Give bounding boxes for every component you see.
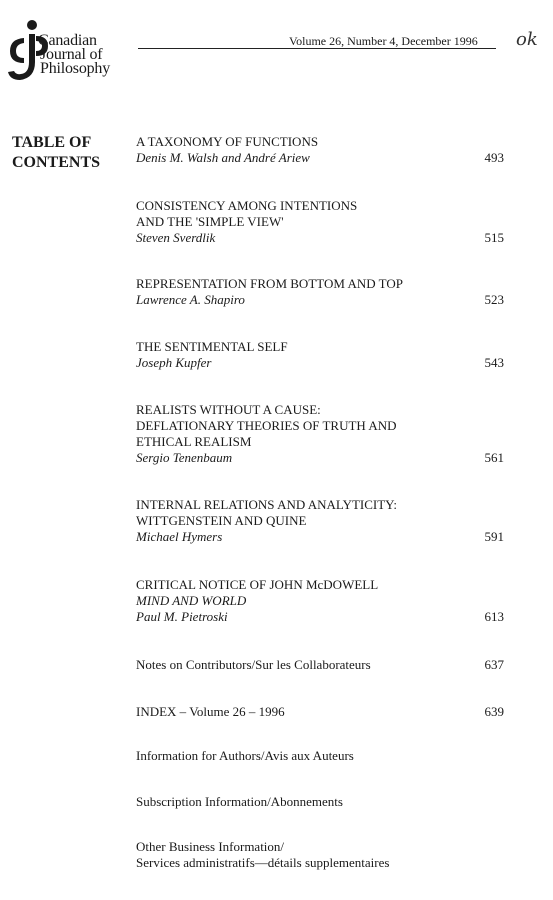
svg-text:ok: ok bbox=[516, 29, 538, 50]
entry-title: ETHICAL REALISM bbox=[136, 434, 252, 449]
journal-name bbox=[38, 34, 110, 76]
entry-author: Joseph Kupfer bbox=[136, 355, 212, 370]
entry-title: THE SENTIMENTAL SELF bbox=[136, 339, 288, 354]
toc-entry[interactable] bbox=[136, 198, 516, 246]
toc-heading-line: TABLE OF bbox=[12, 134, 92, 151]
entry-page: 591 bbox=[484, 529, 504, 544]
entry-page: 637 bbox=[484, 657, 504, 672]
entry-page: 493 bbox=[484, 150, 504, 165]
toc-entry[interactable] bbox=[136, 134, 516, 166]
handwritten-ok-mark bbox=[514, 28, 544, 50]
toc-entry[interactable] bbox=[136, 577, 516, 625]
entry-page: 561 bbox=[484, 450, 504, 465]
entry-title: Services administratifs—détails supplementaires bbox=[136, 855, 390, 870]
toc-heading-line: CONTENTS bbox=[12, 154, 101, 171]
journal-name-line: Journal of bbox=[40, 46, 103, 63]
toc-entry[interactable] bbox=[136, 657, 516, 673]
toc-entry[interactable] bbox=[136, 839, 516, 871]
entry-author: Sergio Tenenbaum bbox=[136, 450, 233, 465]
entry-page: 543 bbox=[484, 355, 504, 370]
entry-title: Notes on Contributors/Sur les Collaborateurs bbox=[136, 657, 371, 672]
entry-title: INTERNAL RELATIONS AND ANALYTICITY: bbox=[136, 497, 397, 512]
toc-entry[interactable] bbox=[136, 794, 516, 810]
entry-title: A TAXONOMY OF FUNCTIONS bbox=[136, 134, 319, 149]
entry-author: Steven Sverdlik bbox=[136, 230, 216, 245]
journal-name-line: Philosophy bbox=[40, 60, 111, 77]
entry-title: REPRESENTATION FROM BOTTOM AND TOP bbox=[136, 276, 403, 291]
entry-title: CONSISTENCY AMONG INTENTIONS bbox=[136, 198, 358, 213]
entry-title: AND THE 'SIMPLE VIEW' bbox=[136, 214, 284, 229]
entry-title: MIND AND WORLD bbox=[136, 593, 247, 608]
entry-author: Denis M. Walsh and André Ariew bbox=[136, 150, 310, 165]
entry-page: 515 bbox=[484, 230, 504, 245]
entry-title: CRITICAL NOTICE OF JOHN McDOWELL bbox=[136, 577, 379, 592]
entry-title: Subscription Information/Abonnements bbox=[136, 794, 343, 809]
entry-title: WITTGENSTEIN AND QUINE bbox=[136, 513, 307, 528]
entry-page: 639 bbox=[484, 704, 504, 719]
volume-info: Volume 26, Number 4, December 1996 bbox=[289, 34, 478, 48]
toc-entry[interactable] bbox=[136, 497, 516, 545]
entry-title: Information for Authors/Avis aux Auteurs bbox=[136, 748, 354, 763]
toc-entry[interactable] bbox=[136, 748, 516, 764]
toc-entry[interactable] bbox=[136, 704, 516, 720]
entry-title: Other Business Information/ bbox=[136, 839, 285, 854]
entry-author: Lawrence A. Shapiro bbox=[136, 292, 245, 307]
entry-author: Paul M. Pietroski bbox=[136, 609, 228, 624]
entry-page: 613 bbox=[484, 609, 504, 624]
toc-entry[interactable] bbox=[136, 339, 516, 371]
entry-page: 523 bbox=[484, 292, 504, 307]
toc-heading bbox=[12, 133, 100, 173]
journal-name-line: Canadian bbox=[38, 32, 97, 49]
toc-entry[interactable] bbox=[136, 276, 516, 308]
entry-title: REALISTS WITHOUT A CAUSE: bbox=[136, 402, 321, 417]
entry-title: INDEX – Volume 26 – 1996 bbox=[136, 704, 285, 719]
entry-title: DEFLATIONARY THEORIES OF TRUTH AND bbox=[136, 418, 397, 433]
toc-entry[interactable] bbox=[136, 402, 516, 466]
entry-author: Michael Hymers bbox=[136, 529, 223, 544]
